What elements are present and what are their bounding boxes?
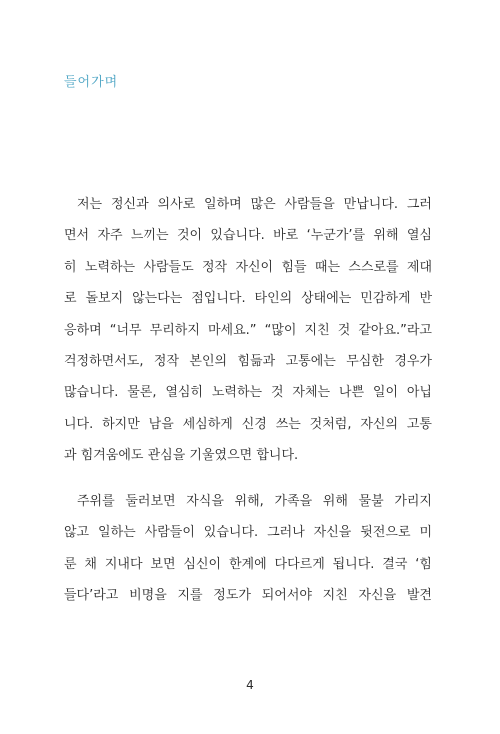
text-line: 들다’라고 비명을 지를 정도가 되어서야 지친 자신을 발견 bbox=[64, 588, 432, 604]
text-line: 니다. 하지만 남을 세심하게 신경 쓰는 것처럼, 자신의 고통 bbox=[64, 416, 432, 432]
page-number: 4 bbox=[246, 678, 254, 692]
text-line: 않고 일하는 사람들이 있습니다. 그러나 자신을 뒷전으로 미 bbox=[64, 525, 432, 541]
paragraph-1 bbox=[64, 189, 432, 472]
text-line: 룬 채 지내다 보면 심신이 한계에 다다르게 됩니다. 결국 ‘힘 bbox=[64, 556, 432, 572]
text-line: 저는 정신과 의사로 일하며 많은 사람들을 만납니다. 그러 bbox=[77, 197, 432, 212]
text-line: 많습니다. 물론, 열심히 노력하는 것 자체는 나쁜 일이 아닙 bbox=[64, 385, 432, 401]
text-line: 응하며 “너무 무리하지 마세요.” “많이 지친 것 같아요.”라고 bbox=[64, 322, 432, 338]
text-line: 주위를 둘러보면 자식을 위해, 가족을 위해 물불 가리지 bbox=[77, 494, 432, 509]
paragraph-2 bbox=[64, 486, 432, 612]
text-line: 걱정하면서도, 정작 본인의 힘듦과 고통에는 무심한 경우가 bbox=[64, 353, 432, 369]
text-line: 히 노력하는 사람들도 정작 자신이 힘들 때는 스스로를 제대 bbox=[64, 259, 432, 275]
text-line: 과 힘겨움에도 관심을 기울였으면 합니다. bbox=[64, 448, 299, 464]
text-line: 면서 자주 느끼는 것이 있습니다. 바로 ‘누군가’를 위해 열심 bbox=[64, 228, 432, 244]
section-title: 들어가며 bbox=[64, 75, 119, 90]
text-line: 로 돌보지 않는다는 점입니다. 타인의 상태에는 민감하게 반 bbox=[64, 291, 432, 307]
